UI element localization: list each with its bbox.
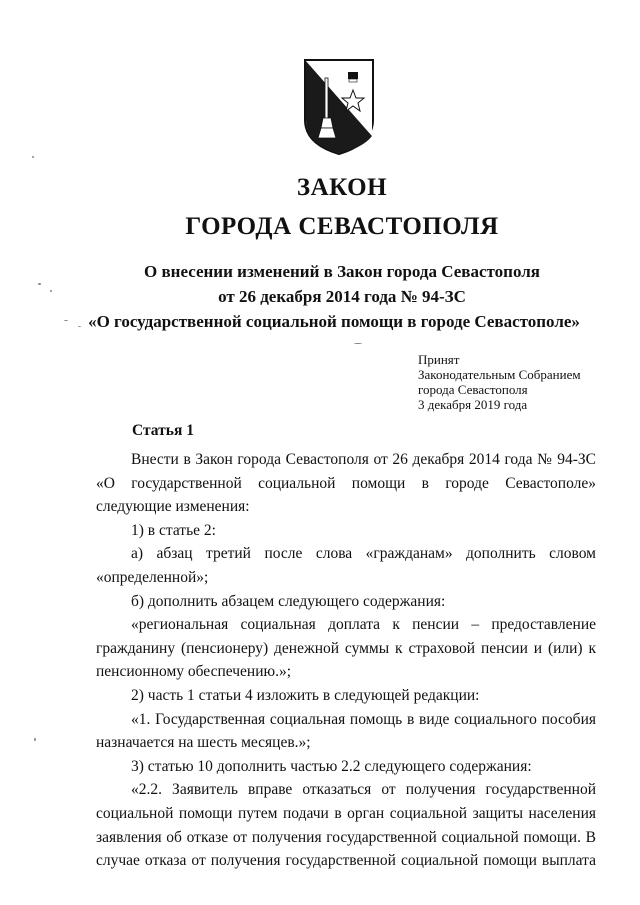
article-heading: Статья 1: [132, 422, 194, 439]
scan-speck: [64, 320, 68, 321]
adoption-note-line: Законодательным Собранием: [418, 367, 581, 382]
paragraph: 3) статью 10 дополнить частью 2.2 следующего содержания:: [131, 757, 532, 775]
scan-speck: [354, 343, 362, 344]
document-title-city: ГОРОДА СЕВАСТОПОЛЯ: [185, 213, 499, 240]
adoption-note-line: города Севастополя: [418, 382, 528, 397]
document-subtitle-line: от 26 декабря 2014 года № 94-ЗС: [218, 287, 466, 306]
paragraph: «2.2. Заявитель вправе отказаться от получения государственной социальной помощи путем подачи в орган социальной защиты населения заявления об отказе от получения государственной социальной помощи. В случае отказа от получения государственной социальной помощи выплата: [96, 781, 596, 870]
adoption-note: [418, 352, 581, 412]
paragraph: «1. Государственная социальная помощь в виде социального пособия назначается на шесть месяцев.»;: [96, 710, 596, 752]
adoption-note-line: Принят: [418, 352, 460, 367]
scan-speck: [78, 326, 81, 327]
adoption-note-line: 3 декабря 2019 года: [418, 397, 528, 412]
paragraph: б) дополнить абзацем следующего содержания:: [131, 592, 446, 610]
article-body: [96, 448, 596, 873]
paragraph: 2) часть 1 статьи 4 изложить в следующей редакции:: [131, 686, 480, 704]
sevastopol-coat-of-arms-icon: [303, 58, 375, 156]
scan-speck: [38, 283, 41, 285]
document-subtitle-line: «О государственной социальной помощи в городе Севастополе»: [88, 312, 580, 331]
paragraph: Внести в Закон города Севастополя от 26 декабря 2014 года № 94-ЗС «О государственной социальной помощи в городе Севастополе» следующие изменения:: [96, 451, 596, 516]
paragraph: а) абзац третий после слова «гражданам» дополнить словом «определенной»;: [96, 545, 596, 586]
document-subtitle-line: О внесении изменений в Закон города Севастополя: [144, 262, 540, 281]
paragraph: 1) в статье 2:: [131, 521, 216, 539]
document-title: ЗАКОН: [296, 174, 388, 201]
scan-speck: [50, 290, 52, 292]
paragraph: «региональная социальная доплата к пенсии – предоставление гражданину (пенсионеру) денежной суммы к страховой пенсии и (или) к пенсионному обеспечению.»;: [96, 616, 596, 681]
scan-speck: [34, 738, 36, 741]
scan-speck: [32, 156, 34, 158]
